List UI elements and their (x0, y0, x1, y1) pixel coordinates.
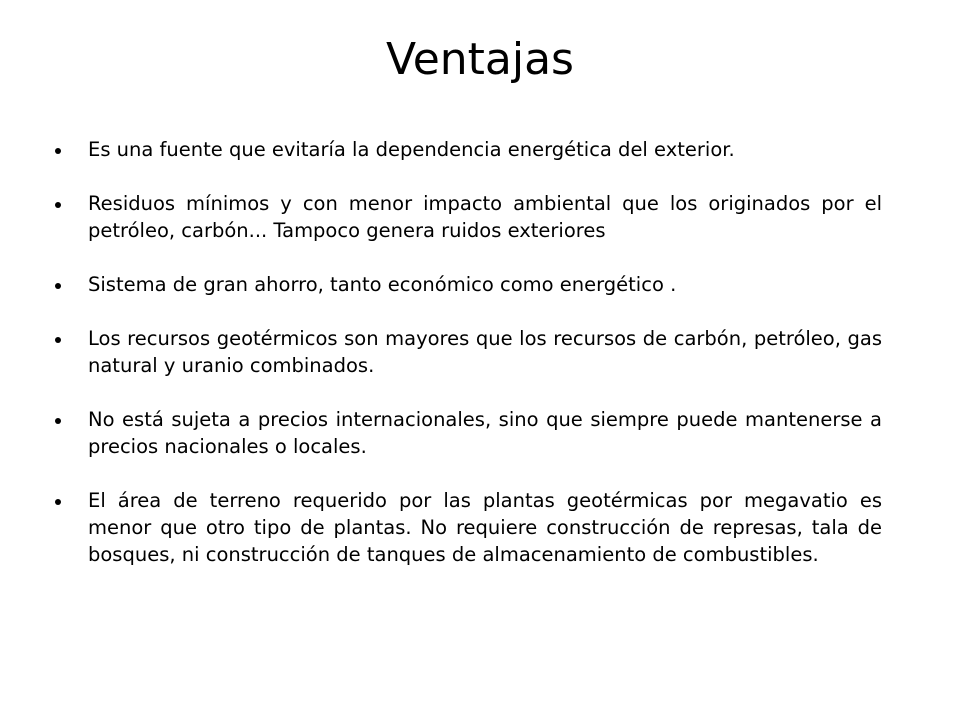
slide-title: Ventajas (386, 34, 574, 85)
bullet-text: Los recursos geotérmicos son mayores que los recursos de carbón, petróleo, gas natural y uranio combinados. (88, 327, 882, 377)
bullet-list (52, 136, 882, 568)
bullet-item (52, 136, 882, 163)
bullet-text: Es una fuente que evitaría la dependencia energética del exterior. (88, 138, 735, 161)
bullet-text: No está sujeta a precios internacionales, sino que siempre puede mantenerse a precios nacionales o locales. (88, 408, 882, 458)
bullet-point-icon (55, 283, 61, 289)
bullet-text: Sistema de gran ahorro, tanto económico como energético . (88, 273, 677, 296)
bullet-point-icon (55, 499, 61, 505)
bullet-item (52, 487, 882, 568)
bullet-item (52, 190, 882, 244)
bullet-item (52, 271, 882, 298)
bullet-item (52, 325, 882, 379)
bullet-item (52, 406, 882, 460)
bullet-point-icon (55, 337, 61, 343)
bullet-text: El área de terreno requerido por las plantas geotérmicas por megavatio es menor que otro tipo de plantas. No requiere construcción de represas, tala de bosques, ni construcción de tanques de almacenamiento de combustibles. (88, 489, 882, 566)
bullet-point-icon (55, 202, 61, 208)
bullet-point-icon (55, 418, 61, 424)
bullet-text: Residuos mínimos y con menor impacto ambiental que los originados por el petróleo, carbón... Tampoco genera ruidos exteriores (88, 192, 882, 242)
bullet-point-icon (55, 148, 61, 154)
